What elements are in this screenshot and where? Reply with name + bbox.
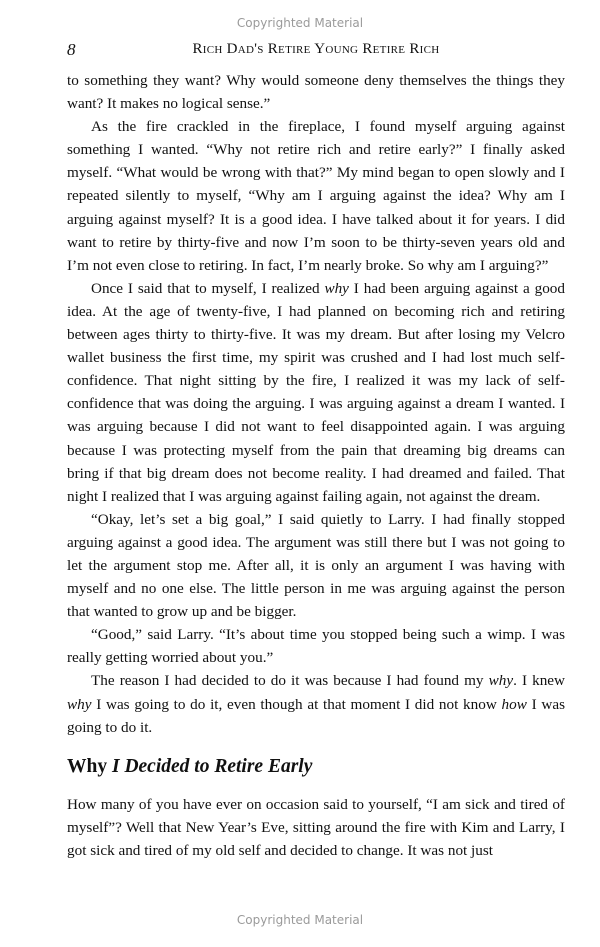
page-number: 8 [67,40,76,59]
copyright-watermark-top: Copyrighted Material [236,16,364,30]
paragraph-1: to something they want? Why would someone deny themselves the things they want? It makes no logical sense.” [67,72,565,113]
section-heading [67,755,565,779]
emphasis-why-2: why [67,695,92,713]
emphasis-why: why [324,279,349,297]
paragraph-6-text-c: I was going to do it, even though at that moment I did not know [91,695,502,713]
paragraph-4: “Okay, let’s set a big goal,” I said quietly to Larry. I had finally stopped arguing against a good idea. The argument was still there but I was not going to let the argument stop me. After all, it is only an argument I was having with myself and no one else. The little person in me was arguing against the person that wanted to grow up and be bigger. [67,510,565,621]
paragraph-3-text-a: Once I said that to myself, I realized [91,279,325,297]
paragraph-6 [67,669,565,738]
section-paragraph: How many of you have ever on occasion said to yourself, “I am sick and tired of myself”? Well that New Year’s Eve, sitting around the fire with Kim and Larry, I got sick and tired of my old self and decided to change. It was not just [67,795,565,859]
paragraph-3-text-b: I had been arguing against a good idea. At the age of twenty-five, I had planned on becoming rich and retiring between ages thirty to thirty-five. It was my dream. But after losing my Velcro wallet business the first time, my spirit was crushed and I had lost much self-confidence. That night sitting by the fire, I realized it was my lack of self-confidence that was doing the arguing. I was arguing against a dream I wanted. I was arguing because I did not want to feel disappointed again. I was arguing because I was protecting myself from the pain that dreaming big dreams can bring if that big dream does not become reality. I had dreamed and failed. That night I realized that I was arguing against failing again, not against the dream. [67,279,565,505]
section-heading-plain: Why [67,755,112,777]
paragraph-6-text-a: The reason I had decided to do it was because I had found my [91,672,489,690]
page-body [67,69,565,862]
paragraph-5: “Good,” said Larry. “It’s about time you stopped being such a wimp. I was really getting worried about you.” [67,626,565,667]
running-header [67,40,565,62]
emphasis-why-1: why [488,672,514,690]
book-title: Rich Dad's Retire Young Retire Rich [192,41,440,57]
paragraph-6-text-d: I was going to do it. [67,695,565,736]
emphasis-how: how [501,695,527,713]
copyright-watermark-bottom: Copyrighted Material [236,913,364,927]
paragraph-2: As the fire crackled in the fireplace, I found myself arguing against something I wanted. “Why not retire rich and retire early?” I finally asked myself. “What would be wrong with that?” My mind began to open slowly and I repeated silently to myself, “Why am I arguing against the idea? Why am I arguing against myself? It is a good idea. I have talked about it for years. I did want to retire by thirty-five and now I’m soon to be thirty-seven years old and I’m not even close to retiring. In fact, I’m nearly broke. So why am I arguing?” [67,118,565,274]
section-heading-italic: I Decided to Retire Early [111,755,313,777]
paragraph-3 [67,277,565,508]
paragraph-6-text-b: . I knew [513,672,565,690]
